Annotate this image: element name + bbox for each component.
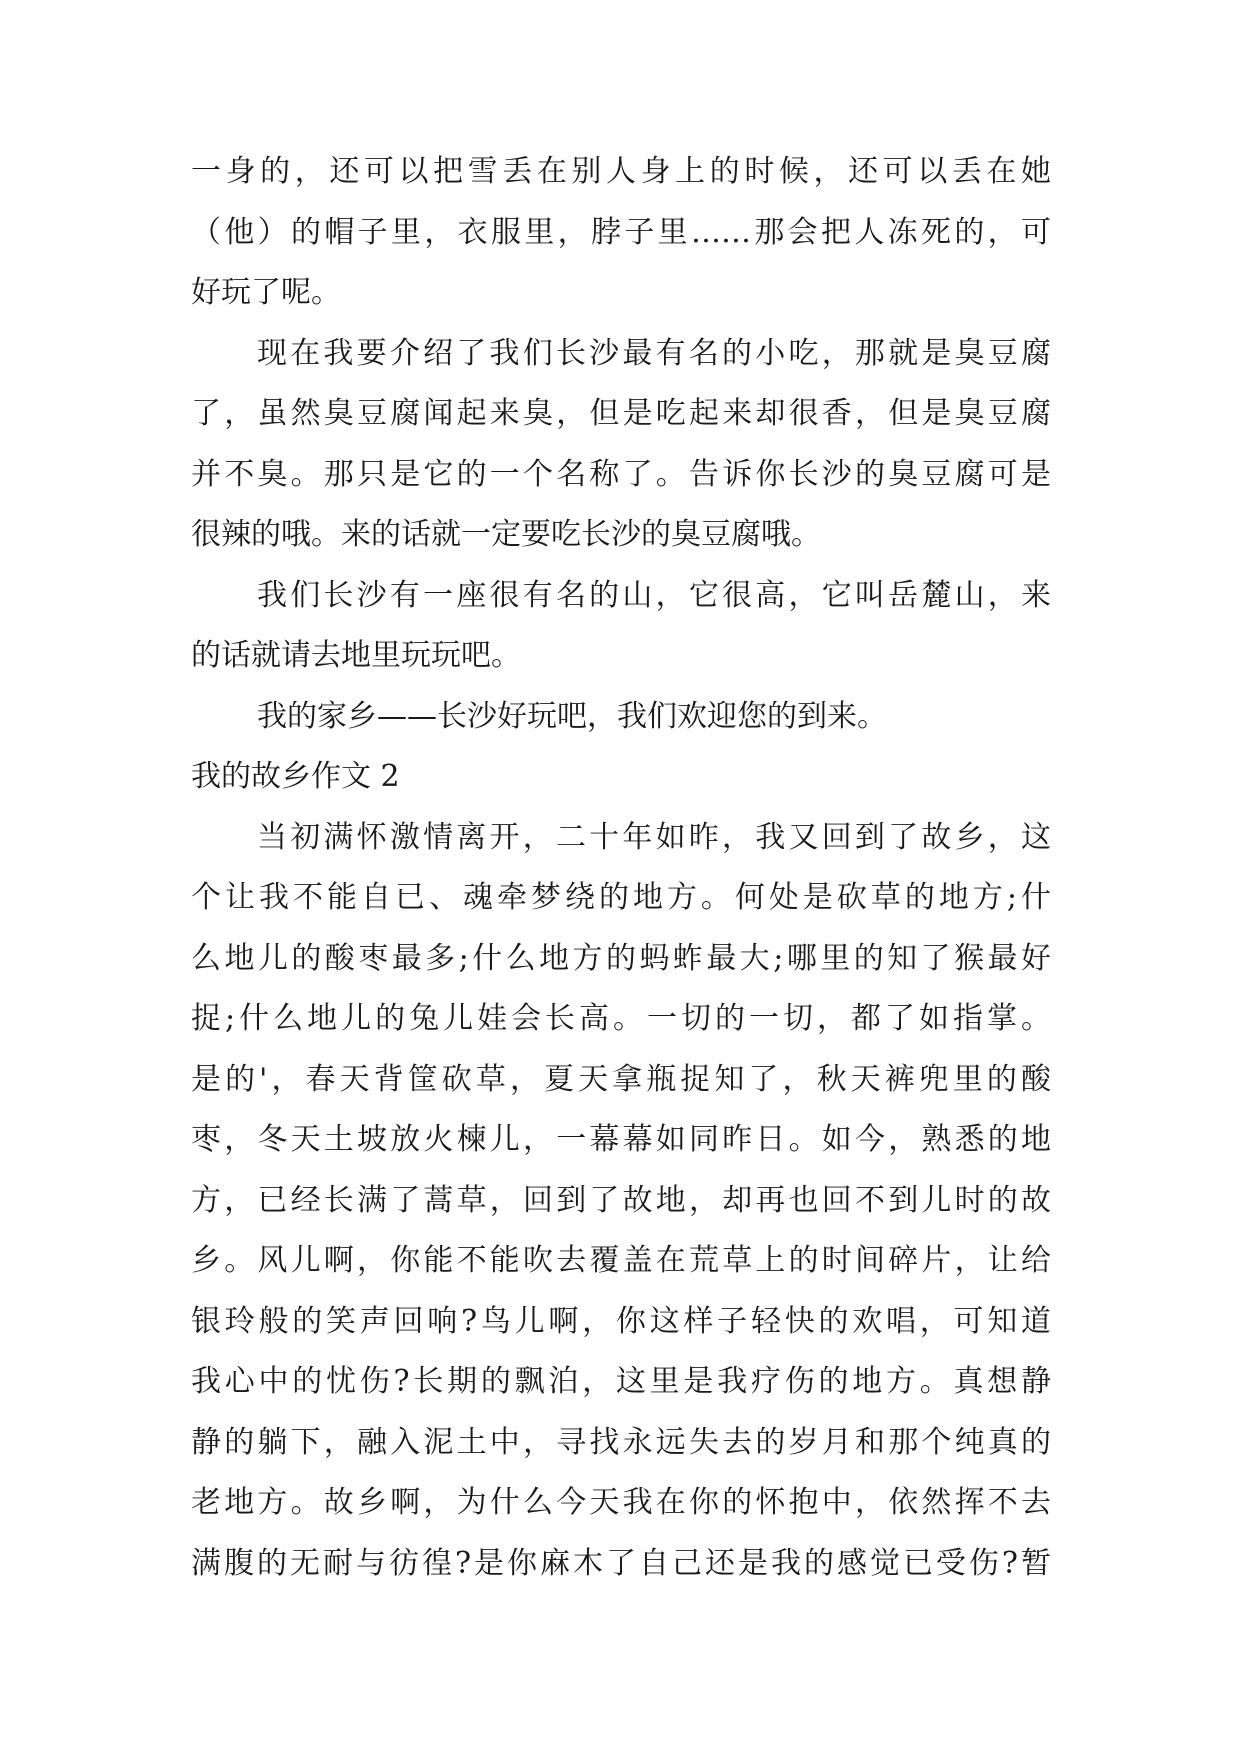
text-line: 是的'，春天背筐砍草，夏天拿瓶捉知了，秋天裤兜里的酸 — [191, 1062, 1051, 1097]
text-line: 方，已经长满了蒿草，回到了故地，却再也回不到儿时的故 — [191, 1183, 1051, 1218]
text-line: 并不臭。那只是它的一个名称了。告诉你长沙的臭豆腐可是 — [191, 457, 1051, 492]
text-line: 么地儿的酸枣最多;什么地方的蚂蚱最大;哪里的知了猴最好 — [191, 941, 1051, 976]
text-line: 好玩了呢。 — [191, 275, 341, 310]
paragraph-first-line: 现在我要介绍了我们长沙最有名的小吃，那就是臭豆腐 — [257, 336, 1051, 371]
section-heading: 我的故乡作文 2 — [191, 759, 400, 794]
text-line: 银玲般的笑声回响?鸟儿啊，你这样子轻快的欢唱，可知道 — [191, 1304, 1051, 1339]
text-line: 个让我不能自已、魂牵梦绕的地方。何处是砍草的地方;什 — [191, 880, 1051, 915]
text-line: 很辣的哦。来的话就一定要吃长沙的臭豆腐哦。 — [191, 517, 821, 552]
text-line: 老地方。故乡啊，为什么今天我在你的怀抱中，依然挥不去 — [191, 1485, 1051, 1520]
text-line: 乡。风儿啊，你能不能吹去覆盖在荒草上的时间碎片，让给 — [191, 1243, 1051, 1278]
text-line: 捉;什么地儿的兔儿娃会长高。一切的一切，都了如指掌。 — [191, 1001, 1051, 1036]
text-line: 满腹的无耐与彷徨?是你麻木了自己还是我的感觉已受伤?暂 — [191, 1546, 1051, 1581]
paragraph-first-line: 当初满怀激情离开，二十年如昨，我又回到了故乡，这 — [257, 820, 1051, 855]
text-line: 静的躺下，融入泥土中，寻找永远失去的岁月和那个纯真的 — [191, 1425, 1051, 1460]
text-line: 一身的，还可以把雪丢在别人身上的时候，还可以丢在她 — [191, 154, 1051, 189]
text-line: 的话就请去地里玩玩吧。 — [191, 638, 521, 673]
text-line: （他）的帽子里，衣服里，脖子里……那会把人冻死的，可 — [191, 215, 1051, 250]
paragraph-first-line: 我们长沙有一座很有名的山，它很高，它叫岳麓山，来 — [257, 578, 1051, 613]
paragraph-first-line: 我的家乡——长沙好玩吧，我们欢迎您的到来。 — [257, 699, 887, 734]
text-line: 我心中的忧伤?长期的飘泊，这里是我疗伤的地方。真想静 — [191, 1364, 1051, 1399]
text-line: 枣，冬天土坡放火楝儿，一幕幕如同昨日。如今，熟悉的地 — [191, 1122, 1051, 1157]
text-line: 了，虽然臭豆腐闻起来臭，但是吃起来却很香，但是臭豆腐 — [191, 396, 1051, 431]
